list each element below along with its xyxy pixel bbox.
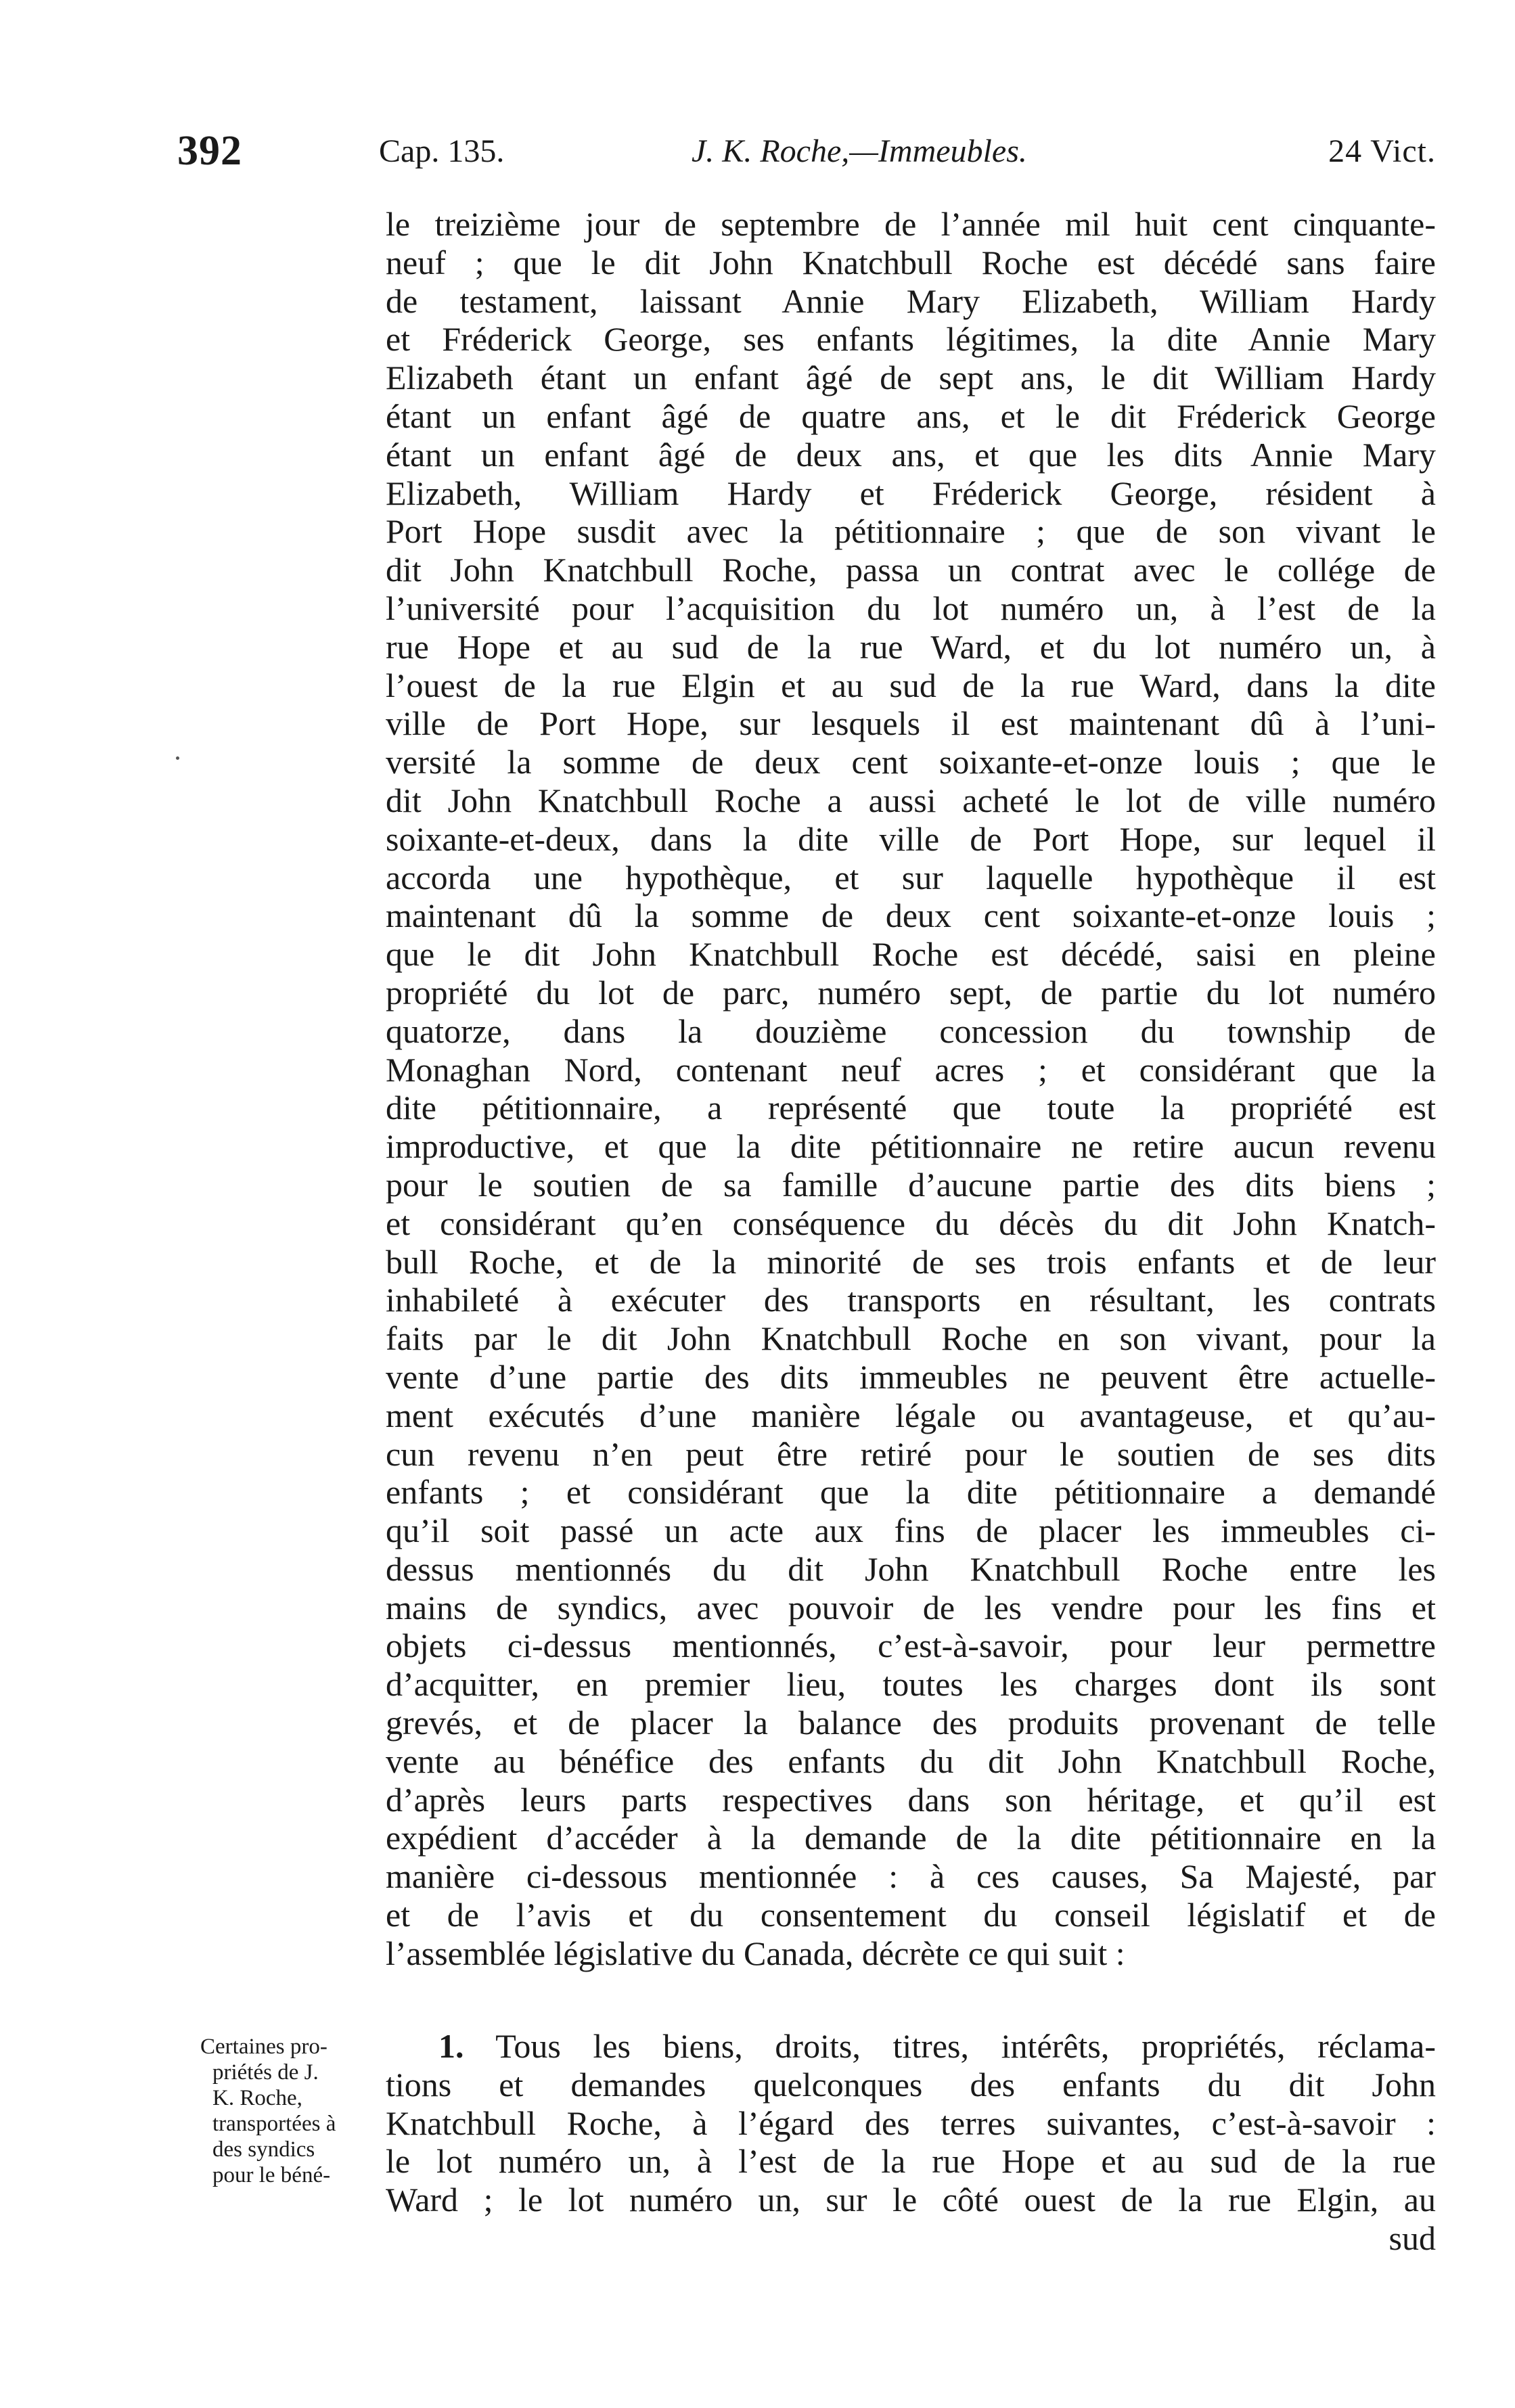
- section-number: 1.: [438, 2027, 464, 2065]
- text-line: maintenant dû la somme de deux cent soixante-et-onze louis ;: [386, 896, 1436, 935]
- section-1-first-line-text: Tous les biens, droits, titres, intérêts, propriétés, réclama-: [495, 2027, 1436, 2065]
- text-line: faits par le dit John Knatchbull Roche en son vivant, pour la: [386, 1319, 1436, 1358]
- text-line: pour le soutien de sa famille d’aucune partie des dits biens ;: [386, 1165, 1436, 1204]
- text-line: d’après leurs parts respectives dans son héritage, et qu’il est: [386, 1780, 1436, 1819]
- text-line: l’assemblée législative du Canada, décrète ce qui suit :: [386, 1934, 1125, 1972]
- marginal-note: [200, 2034, 383, 2188]
- text-line: étant un enfant âgé de quatre ans, et le dit Fréderick George: [386, 396, 1436, 435]
- text-line: dessus mentionnés du dit John Knatchbull Roche entre les: [386, 1549, 1436, 1588]
- text-line: improductive, et que la dite pétitionnaire ne retire aucun revenu: [386, 1127, 1436, 1166]
- chapter-label: Cap. 135.: [379, 133, 505, 169]
- text-line: et Fréderick George, ses enfants légitimes, la dite Annie Mary: [386, 320, 1436, 359]
- running-title: J. K. Roche,—Immeubles.: [692, 133, 1027, 169]
- text-line: d’acquitter, en premier lieu, toutes les charges dont ils sont: [386, 1665, 1436, 1704]
- catchword: sud: [1388, 2219, 1436, 2257]
- text-line: qu’il soit passé un acte aux fins de placer les immeubles ci-: [386, 1512, 1436, 1550]
- text-line: l’université pour l’acquisition du lot numéro un, à l’est de la: [386, 589, 1436, 627]
- section-text-line: Knatchbull Roche, à l’égard des terres suivantes, c’est-à-savoir :: [386, 2104, 1436, 2142]
- section-1-lines: [386, 2066, 1436, 2219]
- running-header: [177, 127, 1436, 181]
- section-text-line: Ward ; le lot numéro un, sur le côté ouest de la rue Elgin, au: [386, 2181, 1436, 2219]
- margin-note-line: pour le béné-: [212, 2163, 331, 2187]
- section-1-first-line: [386, 2027, 1436, 2066]
- text-line: ment exécutés d’une manière légale ou avantageuse, et qu’au-: [386, 1396, 1436, 1434]
- text-line: enfants ; et considérant que la dite pétitionnaire a demandé: [386, 1473, 1436, 1512]
- text-line: objets ci-dessus mentionnés, c’est-à-savoir, pour leur permettre: [386, 1627, 1436, 1665]
- text-line: inhabileté à exécuter des transports en résultant, les contrats: [386, 1281, 1436, 1319]
- text-line: Port Hope susdit avec la pétitionnaire ; que de son vivant le: [386, 512, 1436, 551]
- text-line: propriété du lot de parc, numéro sept, de partie du lot numéro: [386, 973, 1436, 1012]
- text-line: étant un enfant âgé de deux ans, et que les dits Annie Mary: [386, 435, 1436, 474]
- text-line: dit John Knatchbull Roche, passa un contrat avec le collége de: [386, 551, 1436, 589]
- margin-note-line: des syndics: [212, 2137, 315, 2162]
- text-line: vente au bénéfice des enfants du dit John Knatchbull Roche,: [386, 1742, 1436, 1780]
- section-1: [386, 2027, 1436, 2258]
- text-line: manière ci-dessous mentionnée : à ces causes, Sa Majesté, par: [386, 1857, 1436, 1896]
- text-line: quatorze, dans la douzième concession du township de: [386, 1012, 1436, 1050]
- text-line: Elizabeth étant un enfant âgé de sept ans, le dit William Hardy: [386, 359, 1436, 397]
- ink-speck: [176, 756, 179, 760]
- margin-note-line: Certaines pro-: [200, 2035, 327, 2059]
- text-line: le treizième jour de septembre de l’année mil huit cent cinquante-: [386, 205, 1436, 243]
- page-number: 392: [177, 128, 242, 174]
- text-line: que le dit John Knatchbull Roche est décédé, saisi en pleine: [386, 935, 1436, 974]
- margin-note-line: priétés de J.: [212, 2060, 319, 2085]
- text-line: expédient d’accéder à la demande de la dite pétitionnaire en la: [386, 1819, 1436, 1857]
- preamble-text: [386, 205, 1436, 1973]
- text-line: versité la somme de deux cent soixante-et-onze louis ; que le: [386, 743, 1436, 781]
- section-text-line: le lot numéro un, à l’est de la rue Hope et au sud de la rue: [386, 2142, 1436, 2181]
- text-line: ville de Port Hope, sur lesquels il est maintenant dû à l’uni-: [386, 704, 1436, 743]
- text-line: et de l’avis et du consentement du conseil législatif et de: [386, 1896, 1436, 1934]
- text-line: mains de syndics, avec pouvoir de les vendre pour les fins et: [386, 1588, 1436, 1627]
- text-line: dit John Knatchbull Roche a aussi acheté le lot de ville numéro: [386, 781, 1436, 819]
- text-line: vente d’une partie des dits immeubles ne peuvent être actuelle-: [386, 1357, 1436, 1396]
- margin-note-line: K. Roche,: [212, 2086, 302, 2110]
- section-text-line: tions et demandes quelconques des enfants du dit John: [386, 2065, 1436, 2104]
- text-line: neuf ; que le dit John Knatchbull Roche est décédé sans faire: [386, 243, 1436, 281]
- text-line: Elizabeth, William Hardy et Fréderick George, résident à: [386, 474, 1436, 512]
- text-line: bull Roche, et de la minorité de ses trois enfants et de leur: [386, 1242, 1436, 1281]
- text-line: rue Hope et au sud de la rue Ward, et du lot numéro un, à: [386, 627, 1436, 666]
- text-line: l’ouest de la rue Elgin et au sud de la rue Ward, dans la dite: [386, 666, 1436, 704]
- text-line: cun revenu n’en peut être retiré pour le soutien de ses dits: [386, 1434, 1436, 1473]
- text-line: soixante-et-deux, dans la dite ville de Port Hope, sur lequel il: [386, 819, 1436, 858]
- text-line: dite pétitionnaire, a représenté que toute la propriété est: [386, 1089, 1436, 1127]
- text-line: Monaghan Nord, contenant neuf acres ; et considérant que la: [386, 1050, 1436, 1089]
- text-line: et considérant qu’en conséquence du décès du dit John Knatch-: [386, 1204, 1436, 1242]
- text-line: accorda une hypothèque, et sur laquelle hypothèque il est: [386, 858, 1436, 896]
- reign-label: 24 Vict.: [1328, 133, 1436, 169]
- margin-note-line: transportées à: [212, 2112, 336, 2136]
- text-line: grevés, et de placer la balance des produits provenant de telle: [386, 1704, 1436, 1742]
- text-line: de testament, laissant Annie Mary Elizabeth, William Hardy: [386, 281, 1436, 320]
